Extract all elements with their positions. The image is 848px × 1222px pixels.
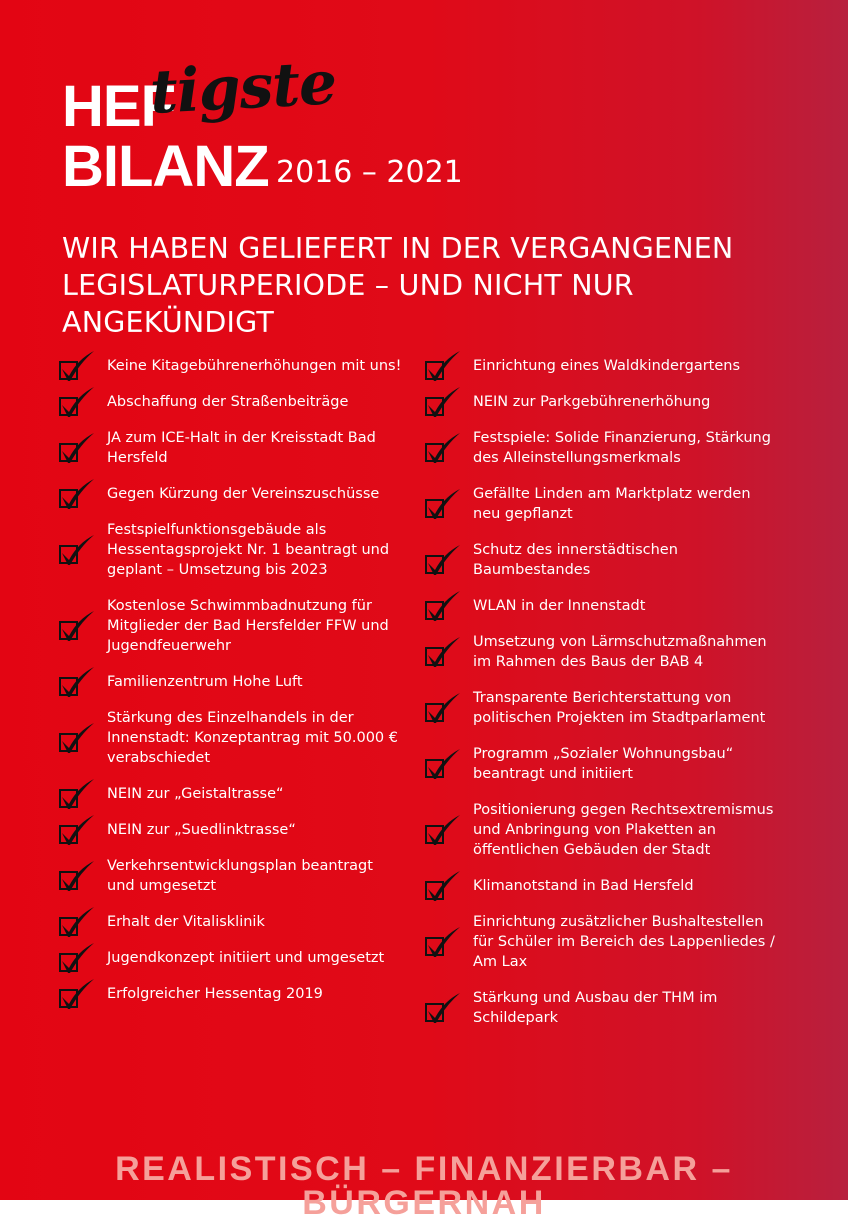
checkbox-check-icon — [58, 385, 96, 419]
checkbox-check-icon — [58, 533, 96, 567]
title-years: 2016 – 2021 — [276, 155, 463, 190]
title-hef: HEF — [62, 74, 175, 139]
checkbox-check-icon — [424, 431, 462, 465]
checkbox-check-icon — [58, 721, 96, 755]
achievement-item — [424, 596, 776, 616]
achievement-text: Schutz des innerstädtischen Baumbestandes — [473, 542, 678, 578]
checkbox-check-icon — [58, 349, 96, 383]
achievement-text: NEIN zur Parkgebührenerhöhung — [473, 394, 711, 410]
achievement-text: Gefällte Linden am Marktplatz werden neu gepflanzt — [473, 486, 751, 522]
achievement-text: Stärkung und Ausbau der THM im Schildepark — [473, 990, 718, 1026]
checkbox-check-icon — [424, 813, 462, 847]
achievement-text: Positionierung gegen Rechtsextremismus und Anbringung von Plaketten an öffentlichen Gebäuden der Stadt — [473, 802, 774, 858]
achievement-item — [58, 820, 403, 840]
achievement-item — [424, 988, 776, 1028]
title-script-word: tigste — [148, 48, 338, 128]
checkbox-check-icon — [58, 813, 96, 847]
achievement-text: Festspiele: Solide Finanzierung, Stärkung des Alleinstellungsmerkmals — [473, 430, 771, 466]
checkbox-check-icon — [58, 859, 96, 893]
checkbox-check-icon — [424, 925, 462, 959]
checkbox-check-icon — [424, 589, 462, 623]
achievement-item — [424, 392, 776, 412]
achievement-item — [58, 948, 403, 968]
achievement-item — [58, 708, 403, 768]
footer-slogan: REALISTISCH – FINANZIERBAR – BÜRGERNAH — [115, 1150, 733, 1222]
checkbox-check-icon — [58, 665, 96, 699]
checkbox-check-icon — [424, 991, 462, 1025]
achievement-text: Umsetzung von Lärmschutzmaßnahmen im Rahmen des Baus der BAB 4 — [473, 634, 767, 670]
achievement-text: Keine Kitagebührenerhöhungen mit uns! — [107, 358, 402, 374]
achievement-item — [424, 744, 776, 784]
achievement-item — [58, 520, 403, 580]
checkbox-check-icon — [58, 905, 96, 939]
checkbox-check-icon — [58, 977, 96, 1011]
achievement-text: Familienzentrum Hohe Luft — [107, 674, 303, 690]
achievement-text: Transparente Berichterstattung von politischen Projekten im Stadtparlament — [473, 690, 766, 726]
achievement-item — [424, 912, 776, 972]
achievement-text: Gegen Kürzung der Vereinszuschüsse — [107, 486, 380, 502]
achievement-item — [58, 784, 403, 804]
achievement-text: WLAN in der Innenstadt — [473, 598, 646, 614]
checkbox-check-icon — [424, 385, 462, 419]
achievement-item — [58, 596, 403, 656]
achievement-item — [424, 632, 776, 672]
title-bilanz: BILANZ — [62, 134, 269, 199]
achievement-text: Programm „Sozialer Wohnungsbau“ beantragt und initiiert — [473, 746, 734, 782]
achievements-right-column — [424, 356, 776, 1044]
checkbox-check-icon — [424, 869, 462, 903]
achievement-text: Erfolgreicher Hessentag 2019 — [107, 986, 323, 1002]
checkbox-check-icon — [424, 487, 462, 521]
achievement-text: Einrichtung zusätzlicher Bushaltestellen für Schüler im Bereich des Lappenliedes / Am Lax — [473, 914, 775, 970]
achievements-left-column — [58, 356, 403, 1020]
headline: WIR HABEN GELIEFERT IN DER VERGANGENEN LEGISLATURPERIODE – UND NICHT NUR ANGEKÜNDIGT — [62, 232, 734, 339]
achievement-text: Jugendkonzept initiiert und umgesetzt — [107, 950, 385, 966]
checkbox-check-icon — [424, 349, 462, 383]
achievement-text: NEIN zur „Geistaltrasse“ — [107, 786, 284, 802]
achievement-item — [424, 688, 776, 728]
achievement-text: JA zum ICE-Halt in der Kreisstadt Bad Hersfeld — [107, 430, 376, 466]
achievement-text: Festspielfunktionsgebäude als Hessentagsprojekt Nr. 1 beantragt und geplant – Umsetzung bis 2023 — [107, 522, 390, 578]
achievement-item — [58, 428, 403, 468]
achievement-item — [424, 428, 776, 468]
checkbox-check-icon — [58, 941, 96, 975]
achievement-item — [58, 856, 403, 896]
checkbox-check-icon — [424, 635, 462, 669]
checkbox-check-icon — [424, 543, 462, 577]
achievement-item — [424, 876, 776, 896]
checkbox-check-icon — [58, 609, 96, 643]
achievement-item — [424, 800, 776, 860]
checkbox-check-icon — [58, 431, 96, 465]
achievement-item — [58, 356, 403, 376]
achievement-item — [424, 356, 776, 376]
achievement-text: NEIN zur „Suedlinktrasse“ — [107, 822, 296, 838]
achievement-item — [58, 392, 403, 412]
checkbox-check-icon — [424, 691, 462, 725]
achievement-item — [58, 672, 403, 692]
checkbox-check-icon — [58, 777, 96, 811]
achievement-text: Klimanotstand in Bad Hersfeld — [473, 878, 694, 894]
achievement-text: Erhalt der Vitalisklinik — [107, 914, 265, 930]
achievement-item — [58, 984, 403, 1004]
achievement-item — [58, 484, 403, 504]
achievement-text: Stärkung des Einzelhandels in der Innenstadt: Konzeptantrag mit 50.000 € verabschiedet — [107, 710, 398, 766]
achievement-text: Abschaffung der Straßenbeiträge — [107, 394, 349, 410]
achievement-text: Einrichtung eines Waldkindergartens — [473, 358, 741, 374]
achievement-text: Kostenlose Schwimmbadnutzung für Mitglieder der Bad Hersfelder FFW und Jugendfeuerwehr — [107, 598, 389, 654]
achievement-text: Verkehrsentwicklungsplan beantragt und umgesetzt — [107, 858, 373, 894]
achievement-item — [424, 484, 776, 524]
achievement-item — [424, 540, 776, 580]
checkbox-check-icon — [58, 477, 96, 511]
checkbox-check-icon — [424, 747, 462, 781]
achievement-item — [58, 912, 403, 932]
